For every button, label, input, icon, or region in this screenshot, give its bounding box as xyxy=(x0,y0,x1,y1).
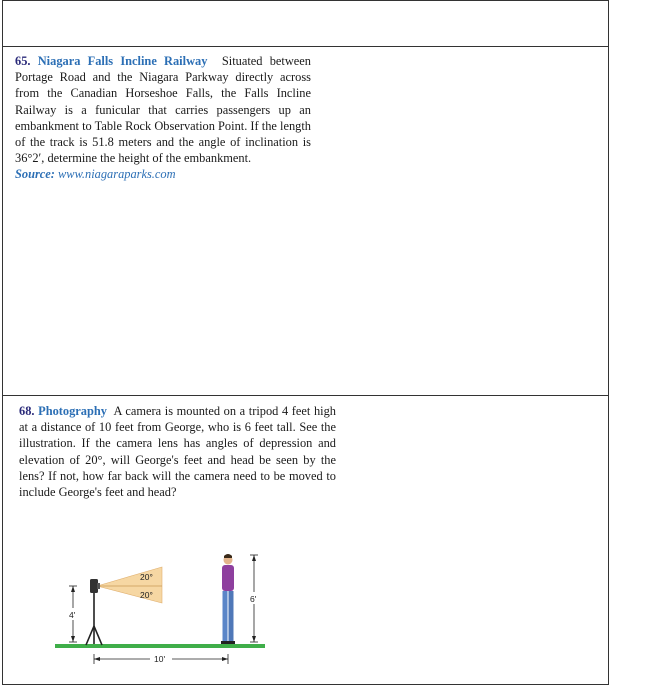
angle-down-label: 20° xyxy=(140,590,153,600)
source-label: Source: xyxy=(15,167,55,182)
arrow-head xyxy=(71,636,75,642)
arrow-head xyxy=(252,555,256,561)
arrow-head xyxy=(222,657,228,661)
lens-icon xyxy=(97,583,100,589)
distance-label: 10' xyxy=(154,654,166,664)
problem-68 xyxy=(19,403,336,500)
tripod-height-label: 4' xyxy=(69,610,76,620)
tripod-icon xyxy=(86,593,102,645)
source-url: www.niagaraparks.com xyxy=(58,167,176,182)
person-george xyxy=(221,554,235,644)
photography-figure xyxy=(50,548,280,678)
divider-middle xyxy=(2,395,609,396)
arrow-head xyxy=(71,586,75,592)
person-height-label: 6' xyxy=(250,594,257,604)
problem-title: Niagara Falls Incline Railway xyxy=(37,54,208,68)
problem-body: Situated between Portage Road and the Niagara Parkway directly across from the Canadian Horseshoe Falls, the Falls Incline Railway is a funicular that carries passengers up an embankment to Table Rock Observation Point. If the length of the track is 51.8 meters and the angle of inclination is 36°2′, determine the height of the embankment. xyxy=(15,54,311,166)
problem-number: 68. xyxy=(19,404,35,418)
divider-top xyxy=(2,46,609,47)
problem-65 xyxy=(15,53,311,183)
camera-icon xyxy=(90,579,98,593)
source-line xyxy=(15,167,176,181)
problem-title: Photography xyxy=(38,404,107,418)
problem-number: 65. xyxy=(15,54,31,68)
angle-up-label: 20° xyxy=(140,572,153,582)
arrow-head xyxy=(94,657,100,661)
arrow-head xyxy=(252,636,256,642)
problem-body: A camera is mounted on a tripod 4 feet high at a distance of 10 feet from George, who is 6 feet tall. See the illustration. If the camera lens has angles of depression and elevation of 20°, will George's feet and head be seen by the lens? If not, how far back will the camera need to be moved to include George's feet and head? xyxy=(19,404,336,500)
